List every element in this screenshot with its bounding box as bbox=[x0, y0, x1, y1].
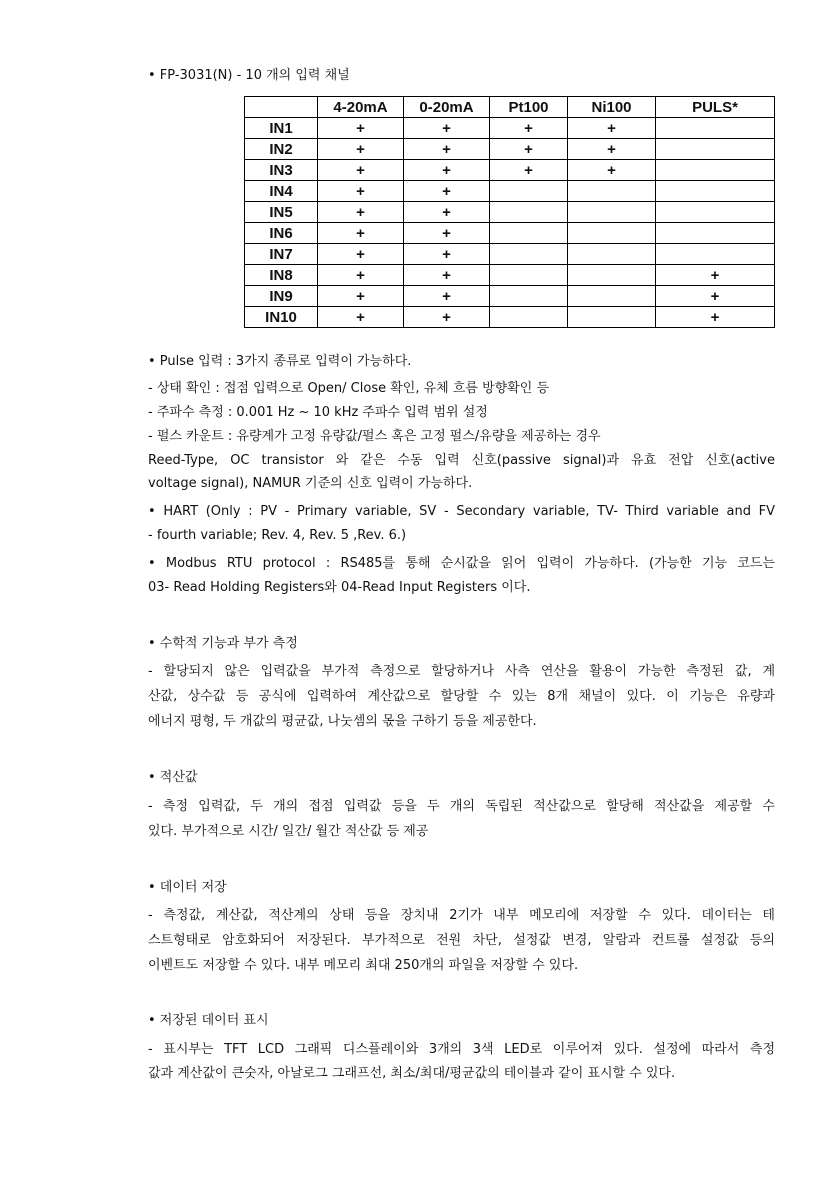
table-cell: + bbox=[656, 307, 775, 328]
table-cell: + bbox=[490, 139, 568, 160]
table-cell: + bbox=[404, 160, 490, 181]
modbus-codes-line: 03- Read Holding Registers와 04-Read Input Registers 이다. bbox=[148, 580, 531, 595]
table-cell: + bbox=[404, 286, 490, 307]
table-cell bbox=[490, 265, 568, 286]
table-row bbox=[245, 202, 775, 223]
modbus-bullet: • Modbus RTU protocol : RS485를 통해 순시값을 읽어 입력이 가능하다. (가능한 기능 코드는 bbox=[148, 556, 775, 571]
status-check-line: - 상태 확인 : 접점 입력으로 Open/ Close 확인, 유체 흐름 방향확인 등 bbox=[148, 381, 550, 396]
table-cell bbox=[490, 181, 568, 202]
table-cell: + bbox=[568, 160, 656, 181]
pulse-count-line: - 펄스 카운트 : 유량계가 고정 유량값/펄스 혹은 고정 펄스/유량을 제공하는 경우 bbox=[148, 429, 601, 444]
table-cell: + bbox=[568, 118, 656, 139]
table-cell bbox=[568, 265, 656, 286]
table-cell: + bbox=[318, 160, 404, 181]
totalizer-heading: • 적산값 bbox=[148, 770, 198, 785]
channel-label: IN8 bbox=[245, 265, 318, 286]
display-text-1: - 표시부는 TFT LCD 그래픽 디스플레이와 3개의 3색 LED로 이루어져 있다. 설정에 따라서 측정 bbox=[148, 1042, 775, 1057]
math-heading: • 수학적 기능과 부가 측정 bbox=[148, 636, 298, 651]
table-cell bbox=[656, 139, 775, 160]
namur-line: voltage signal), NAMUR 기준의 신호 입력이 가능하다. bbox=[148, 476, 473, 491]
table-cell bbox=[656, 223, 775, 244]
table-row bbox=[245, 160, 775, 181]
table-row bbox=[245, 118, 775, 139]
column-header: 4-20mA bbox=[318, 97, 404, 118]
table-cell: + bbox=[404, 307, 490, 328]
channel-label: IN3 bbox=[245, 160, 318, 181]
table-cell bbox=[656, 160, 775, 181]
channel-label: IN2 bbox=[245, 139, 318, 160]
table-cell bbox=[568, 181, 656, 202]
table-cell bbox=[656, 181, 775, 202]
table-cell: + bbox=[318, 118, 404, 139]
table-cell: + bbox=[318, 307, 404, 328]
frequency-line: - 주파수 측정 : 0.001 Hz ~ 10 kHz 주파수 입력 범위 설정 bbox=[148, 405, 488, 420]
channel-heading: • FP-3031(N) - 10 개의 입력 채널 bbox=[148, 68, 350, 83]
table-row bbox=[245, 265, 775, 286]
table-row bbox=[245, 223, 775, 244]
table-cell bbox=[568, 244, 656, 265]
table-cell bbox=[568, 202, 656, 223]
input-channel-table bbox=[244, 96, 775, 328]
table-cell: + bbox=[404, 139, 490, 160]
table-cell bbox=[568, 286, 656, 307]
table-cell: + bbox=[404, 223, 490, 244]
table-cell: + bbox=[404, 181, 490, 202]
column-header: Ni100 bbox=[568, 97, 656, 118]
table-row bbox=[245, 244, 775, 265]
column-header: 0-20mA bbox=[404, 97, 490, 118]
table-row bbox=[245, 286, 775, 307]
table-cell: + bbox=[318, 223, 404, 244]
channel-label: IN4 bbox=[245, 181, 318, 202]
reed-type-line: Reed-Type, OC transistor 와 같은 수동 입력 신호(passive signal)과 유효 전압 신호(active bbox=[148, 453, 775, 468]
table-cell bbox=[490, 244, 568, 265]
table-cell: + bbox=[318, 202, 404, 223]
table-row bbox=[245, 307, 775, 328]
data-storage-text-2: 스트형태로 암호화되어 저장된다. 부가적으로 전원 차단, 설정값 변경, 알람과 컨트롤 설정값 등의 bbox=[148, 933, 775, 948]
table-cell: + bbox=[656, 265, 775, 286]
channel-label: IN9 bbox=[245, 286, 318, 307]
column-header bbox=[245, 97, 318, 118]
table-cell bbox=[568, 223, 656, 244]
table-cell: + bbox=[318, 244, 404, 265]
table-cell bbox=[490, 223, 568, 244]
table-cell bbox=[490, 307, 568, 328]
table-cell: + bbox=[490, 118, 568, 139]
table-cell bbox=[490, 286, 568, 307]
table-header-row bbox=[245, 97, 775, 118]
totalizer-text-2: 있다. 부가적으로 시간/ 일간/ 월간 적산값 등 제공 bbox=[148, 824, 429, 839]
channel-label: IN5 bbox=[245, 202, 318, 223]
hart-rev-line: - fourth variable; Rev. 4, Rev. 5 ,Rev. 6.) bbox=[148, 528, 407, 543]
table-cell: + bbox=[318, 181, 404, 202]
math-text-2: 산값, 상수값 등 공식에 입력하여 계산값으로 할당할 수 있는 8개 채널이 있다. 이 기능은 유량과 bbox=[148, 689, 775, 704]
hart-bullet: • HART (Only : PV - Primary variable, SV - Secondary variable, TV- Third variable and FV bbox=[148, 504, 775, 519]
table-cell: + bbox=[404, 118, 490, 139]
data-storage-text-3: 이벤트도 저장할 수 있다. 내부 메모리 최대 250개의 파일을 저장할 수 있다. bbox=[148, 958, 579, 973]
data-storage-heading: • 데이터 저장 bbox=[148, 880, 227, 895]
column-header: PULS* bbox=[656, 97, 775, 118]
data-storage-text-1: - 측정값, 계산값, 적산계의 상태 등을 장치내 2기가 내부 메모리에 저장할 수 있다. 데이터는 테 bbox=[148, 908, 775, 923]
table-cell bbox=[656, 118, 775, 139]
table-cell: + bbox=[490, 160, 568, 181]
table-cell: + bbox=[656, 286, 775, 307]
display-heading: • 저장된 데이터 표시 bbox=[148, 1013, 269, 1028]
totalizer-text-1: - 측정 입력값, 두 개의 접점 입력값 등을 두 개의 독립된 적산값으로 할당해 적산값을 제공할 수 bbox=[148, 799, 775, 814]
table-cell: + bbox=[404, 244, 490, 265]
math-text-1: - 할당되지 않은 입력값을 부가적 측정으로 할당하거나 사측 연산을 활용이 가능한 측정된 값, 계 bbox=[148, 664, 775, 679]
table-cell bbox=[490, 202, 568, 223]
table-cell: + bbox=[318, 265, 404, 286]
table-cell: + bbox=[318, 139, 404, 160]
math-text-3: 에너지 평형, 두 개값의 평균값, 나눗셈의 몫을 구하기 등을 제공한다. bbox=[148, 714, 537, 729]
channel-label: IN6 bbox=[245, 223, 318, 244]
pulse-input-bullet: • Pulse 입력 : 3가지 종류로 입력이 가능하다. bbox=[148, 354, 412, 369]
table-cell: + bbox=[568, 139, 656, 160]
channel-label: IN7 bbox=[245, 244, 318, 265]
table-row bbox=[245, 181, 775, 202]
table-cell bbox=[656, 244, 775, 265]
channel-label: IN10 bbox=[245, 307, 318, 328]
table-cell bbox=[656, 202, 775, 223]
column-header: Pt100 bbox=[490, 97, 568, 118]
table-cell bbox=[568, 307, 656, 328]
table-cell: + bbox=[404, 265, 490, 286]
channel-label: IN1 bbox=[245, 118, 318, 139]
display-text-2: 값과 계산값이 큰숫자, 아날로그 그래프선, 최소/최대/평균값의 테이블과 같이 표시할 수 있다. bbox=[148, 1066, 676, 1081]
table-cell: + bbox=[318, 286, 404, 307]
table-row bbox=[245, 139, 775, 160]
table-cell: + bbox=[404, 202, 490, 223]
